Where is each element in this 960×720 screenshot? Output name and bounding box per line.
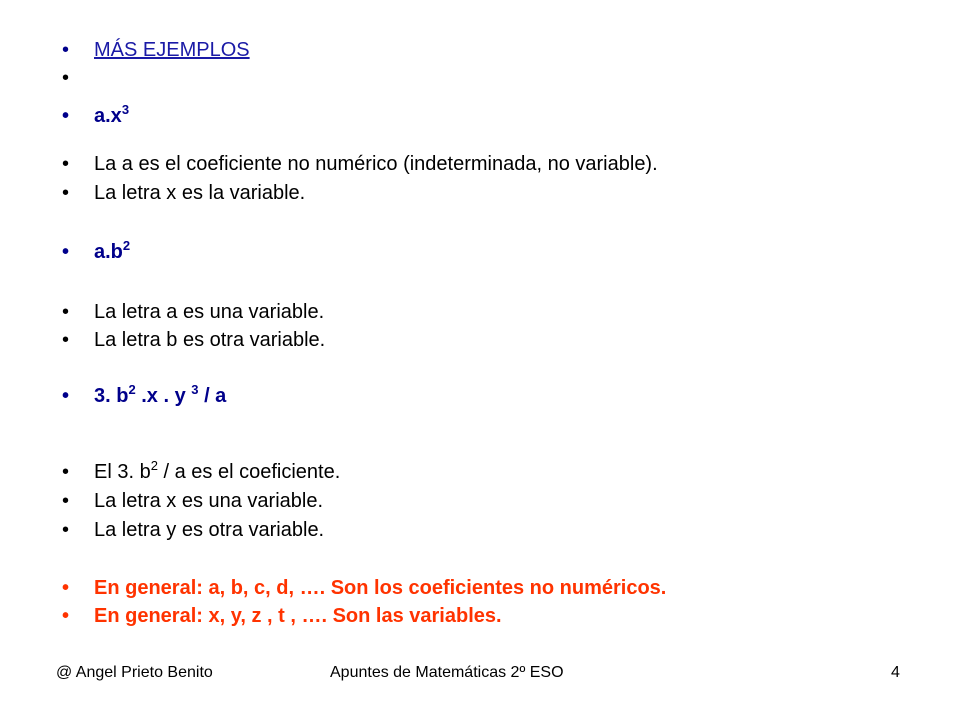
general-coefficients-text: En general: a, b, c, d, …. Son los coeficientes no numéricos. — [94, 577, 667, 599]
bullet-example-3 — [62, 381, 226, 411]
coefficient-3-part-1: El 3. b — [94, 461, 151, 483]
bullet-variable-1 — [62, 178, 305, 208]
example-3-part-2: .x . y — [135, 385, 192, 407]
bullet-mark: • — [62, 153, 70, 175]
bullet-general-coefficients — [62, 573, 666, 603]
variable-3b-text: La letra y es otra variable. — [94, 519, 325, 541]
example-3-exponent-1: 2 — [128, 382, 136, 397]
footer-page-number: 4 — [891, 664, 900, 681]
example-1-base: a.x — [94, 105, 122, 127]
bullet-mark: • — [62, 519, 70, 541]
bullet-variable-3a — [62, 486, 323, 516]
coefficient-3-exponent: 2 — [150, 458, 158, 473]
bullet-example-1 — [62, 101, 129, 131]
general-variables-text: En general: x, y, z , t , …. Son las variables. — [94, 605, 502, 627]
bullet-mark: • — [62, 182, 70, 204]
heading-link[interactable]: MÁS EJEMPLOS — [94, 39, 250, 61]
coefficient-1-text: La a es el coeficiente no numérico (indeterminada, no variable). — [94, 153, 658, 175]
example-3-exponent-2: 3 — [191, 382, 199, 397]
bullet-mark: • — [62, 605, 70, 627]
footer-title: Apuntes de Matemáticas 2º ESO — [330, 664, 564, 681]
bullet-variable-2b — [62, 325, 325, 355]
coefficient-3-part-2: / a es el coeficiente. — [157, 461, 341, 483]
variable-3a-text: La letra x es una variable. — [94, 490, 324, 512]
bullet-empty — [62, 63, 94, 93]
example-2-exponent: 2 — [122, 238, 131, 253]
variable-1-text: La letra x es la variable. — [94, 182, 306, 204]
bullet-mark: • — [62, 39, 70, 61]
bullet-general-variables — [62, 601, 502, 631]
bullet-example-2 — [62, 237, 130, 267]
bullet-mark: • — [62, 385, 70, 407]
bullet-coefficient-1 — [62, 149, 658, 179]
footer-author: @ Angel Prieto Benito — [56, 664, 213, 681]
bullet-mark: • — [62, 105, 70, 127]
bullet-heading — [62, 35, 250, 65]
example-1-exponent: 3 — [121, 102, 130, 117]
bullet-variable-2a — [62, 297, 324, 327]
bullet-mark: • — [62, 329, 70, 351]
bullet-coefficient-3 — [62, 457, 340, 487]
bullet-mark: • — [62, 577, 70, 599]
bullet-mark: • — [62, 301, 70, 323]
bullet-mark: • — [62, 461, 70, 483]
example-3-part-1: 3. b — [94, 385, 129, 407]
bullet-mark: • — [62, 490, 70, 512]
variable-2b-text: La letra b es otra variable. — [94, 329, 326, 351]
bullet-variable-3b — [62, 515, 324, 545]
example-3-part-3: / a — [198, 385, 227, 407]
example-2-base: a.b — [94, 241, 123, 263]
variable-2a-text: La letra a es una variable. — [94, 301, 325, 323]
bullet-mark: • — [62, 67, 70, 89]
bullet-mark: • — [62, 241, 70, 263]
